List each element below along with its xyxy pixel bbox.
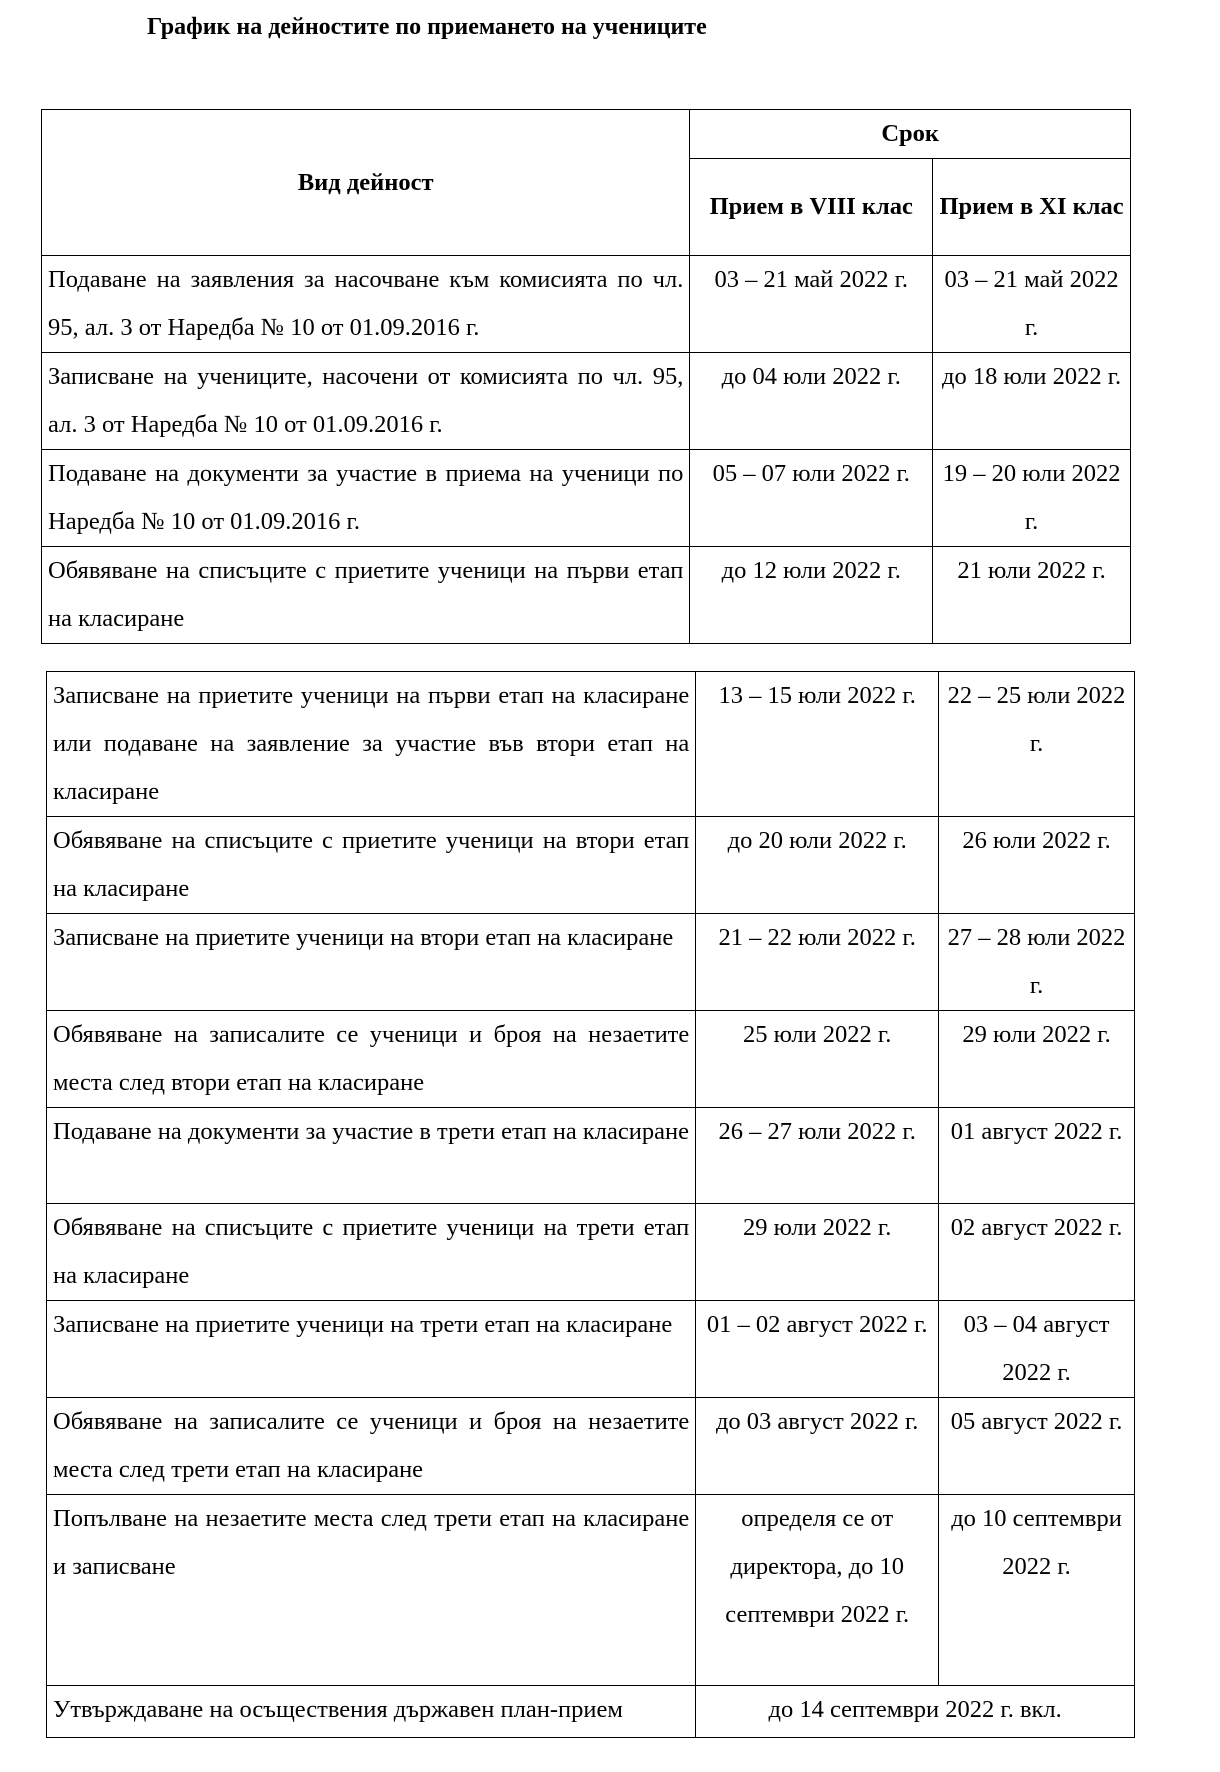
table-row <box>47 1398 1135 1495</box>
xi-deadline-cell: 29 юли 2022 г. <box>939 1011 1135 1108</box>
activity-cell: Записване на приетите ученици на първи етап на класиране или подаване на заявление за участие във втори етап на класиране <box>47 672 696 817</box>
table-row <box>42 256 1131 353</box>
table-row <box>47 1495 1135 1686</box>
activity-cell: Подаване на документи за участие в трети етап на класиране <box>47 1108 696 1204</box>
viii-deadline-cell: 03 – 21 май 2022 г. <box>690 256 933 353</box>
table-row <box>47 1011 1135 1108</box>
table-row <box>47 672 1135 817</box>
header-viii: Прием в VIII клас <box>690 159 933 256</box>
xi-deadline-cell: 19 – 20 юли 2022 г. <box>933 450 1131 547</box>
table-row <box>47 914 1135 1011</box>
viii-deadline-cell: 29 юли 2022 г. <box>696 1204 939 1301</box>
table-row <box>47 1108 1135 1204</box>
activity-cell: Записване на учениците, насочени от комисията по чл. 95, ал. 3 от Наредба № 10 от 01.09.2016 г. <box>42 353 690 450</box>
activity-cell: Обявяване на списъците с приетите ученици на първи етап на класиране <box>42 547 690 644</box>
table-row <box>42 450 1131 547</box>
table-row <box>47 817 1135 914</box>
xi-deadline-cell: 22 – 25 юли 2022 г. <box>939 672 1135 817</box>
xi-deadline-cell: до 10 септември 2022 г. <box>939 1495 1135 1686</box>
table-row <box>47 1204 1135 1301</box>
activity-cell: Записване на приетите ученици на трети етап на класиране <box>47 1301 696 1398</box>
activity-cell: Записване на приетите ученици на втори етап на класиране <box>47 914 696 1011</box>
activity-cell: Обявяване на списъците с приетите ученици на втори етап на класиране <box>47 817 696 914</box>
header-xi: Прием в XI клас <box>933 159 1131 256</box>
viii-deadline-cell: до 12 юли 2022 г. <box>690 547 933 644</box>
viii-deadline-cell: 21 – 22 юли 2022 г. <box>696 914 939 1011</box>
activity-cell: Обявяване на записалите се ученици и броя на незаетите места след втори етап на класиране <box>47 1011 696 1108</box>
xi-deadline-cell: 26 юли 2022 г. <box>939 817 1135 914</box>
table-row <box>47 1301 1135 1398</box>
deadline-cell: до 14 септември 2022 г. вкл. <box>696 1686 1135 1738</box>
activity-cell: Подаване на документи за участие в приема на ученици по Наредба № 10 от 01.09.2016 г. <box>42 450 690 547</box>
schedule-table-part-2 <box>46 671 1135 1738</box>
activity-cell: Обявяване на списъците с приетите ученици на трети етап на класиране <box>47 1204 696 1301</box>
viii-deadline-cell: 26 – 27 юли 2022 г. <box>696 1108 939 1204</box>
viii-deadline-cell: 13 – 15 юли 2022 г. <box>696 672 939 817</box>
viii-deadline-cell: 01 – 02 август 2022 г. <box>696 1301 939 1398</box>
activity-cell: Попълване на незаетите места след трети етап на класиране и записване <box>47 1495 696 1686</box>
xi-deadline-cell: 01 август 2022 г. <box>939 1108 1135 1204</box>
viii-deadline-cell: до 20 юли 2022 г. <box>696 817 939 914</box>
activity-cell: Подаване на заявления за насочване към комисията по чл. 95, ал. 3 от Наредба № 10 от 01.09.2016 г. <box>42 256 690 353</box>
viii-deadline-cell: 05 – 07 юли 2022 г. <box>690 450 933 547</box>
header-activity: Вид дейност <box>42 110 690 256</box>
xi-deadline-cell: до 18 юли 2022 г. <box>933 353 1131 450</box>
table-row <box>42 547 1131 644</box>
xi-deadline-cell: 05 август 2022 г. <box>939 1398 1135 1495</box>
table-row <box>42 353 1131 450</box>
xi-deadline-cell: 21 юли 2022 г. <box>933 547 1131 644</box>
activity-cell: Утвърждаване на осъществения държавен план-прием <box>47 1686 696 1738</box>
page-title: График на дейностите по приемането на учениците <box>147 14 707 40</box>
xi-deadline-cell: 02 август 2022 г. <box>939 1204 1135 1301</box>
viii-deadline-cell: определя се от директора, до 10 септември 2022 г. <box>696 1495 939 1686</box>
viii-deadline-cell: до 03 август 2022 г. <box>696 1398 939 1495</box>
schedule-table-part-1 <box>41 109 1131 644</box>
table-row-final <box>47 1686 1135 1738</box>
viii-deadline-cell: до 04 юли 2022 г. <box>690 353 933 450</box>
xi-deadline-cell: 03 – 21 май 2022 г. <box>933 256 1131 353</box>
header-deadline: Срок <box>690 110 1131 159</box>
xi-deadline-cell: 03 – 04 август 2022 г. <box>939 1301 1135 1398</box>
xi-deadline-cell: 27 – 28 юли 2022 г. <box>939 914 1135 1011</box>
activity-cell: Обявяване на записалите се ученици и броя на незаетите места след трети етап на класиране <box>47 1398 696 1495</box>
viii-deadline-cell: 25 юли 2022 г. <box>696 1011 939 1108</box>
